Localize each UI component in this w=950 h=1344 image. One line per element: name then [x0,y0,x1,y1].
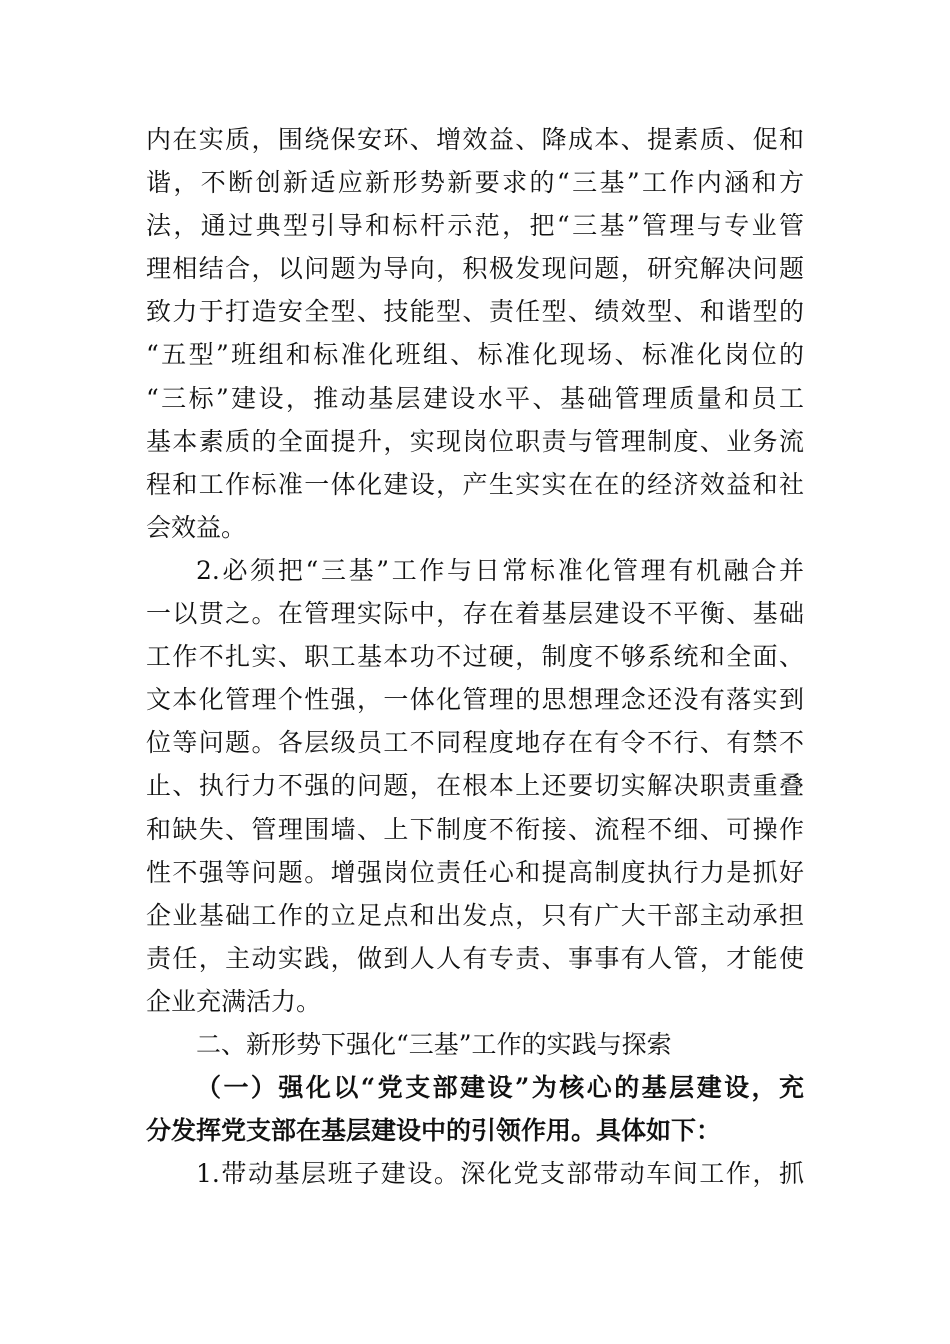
item-1-first-line: 1.带动基层班子建设。深化党支部带动车间工作，抓 [196,1159,804,1189]
text-line: 一以贯之。在管理实际中，存在着基层建设不平衡、基础 [146,599,804,629]
text-line: 会效益。 [146,512,247,542]
text-line: 内在实质，围绕保安环、增效益、降成本、提素质、促和 [146,125,804,154]
text-line: 文本化管理个性强，一体化管理的思想理念还没有落实到 [146,685,804,715]
text-line: 基本素质的全面提升，实现岗位职责与管理制度、业务流 [146,426,804,456]
text-line: 和缺失、管理围墙、上下制度不衔接、流程不细、可操作 [146,814,804,844]
subsection-heading-cont: 分发挥党支部在基层建设中的引领作用。具体如下： [146,1116,722,1146]
subsection-heading: （一）强化以“党支部建设”为核心的基层建设，充 [196,1073,804,1103]
body-text [146,118,804,1195]
text-line: 企业充满活力。 [146,986,322,1016]
paragraph-2-first-line: 2.必须把“三基”工作与日常标准化管理有机融合并 [196,555,804,585]
text-line: 法，通过典型引导和标杆示范，把“三基”管理与专业管 [146,211,804,241]
text-line: 责任，主动实践，做到人人有专责、事事有人管，才能使 [146,943,804,973]
text-line: “三标”建设，推动基层建设水平、基础管理质量和员工 [146,383,804,413]
text-line: 致力于打造安全型、技能型、责任型、绩效型、和谐型的 [146,297,804,327]
text-line: 止、执行力不强的问题，在根本上还要切实解决职责重叠 [146,771,804,801]
text-line: 谐，不断创新适应新形势新要求的“三基”工作内涵和方 [146,168,804,198]
text-line: 理相结合，以问题为导向，积极发现问题，研究解决问题 [146,254,804,284]
text-line: 企业基础工作的立足点和出发点，只有广大干部主动承担 [146,900,804,930]
text-line: 性不强等问题。增强岗位责任心和提高制度执行力是抓好 [146,857,804,887]
section-heading: 二、新形势下强化“三基”工作的实践与探索 [196,1029,672,1059]
text-line: 工作不扎实、职工基本功不过硬，制度不够系统和全面、 [146,642,804,672]
text-line: 位等问题。各层级员工不同程度地存在有令不行、有禁不 [146,728,804,758]
text-line: 程和工作标准一体化建设，产生实实在在的经济效益和社 [146,469,804,499]
text-line: “五型”班组和标准化班组、标准化现场、标准化岗位的 [146,340,804,370]
